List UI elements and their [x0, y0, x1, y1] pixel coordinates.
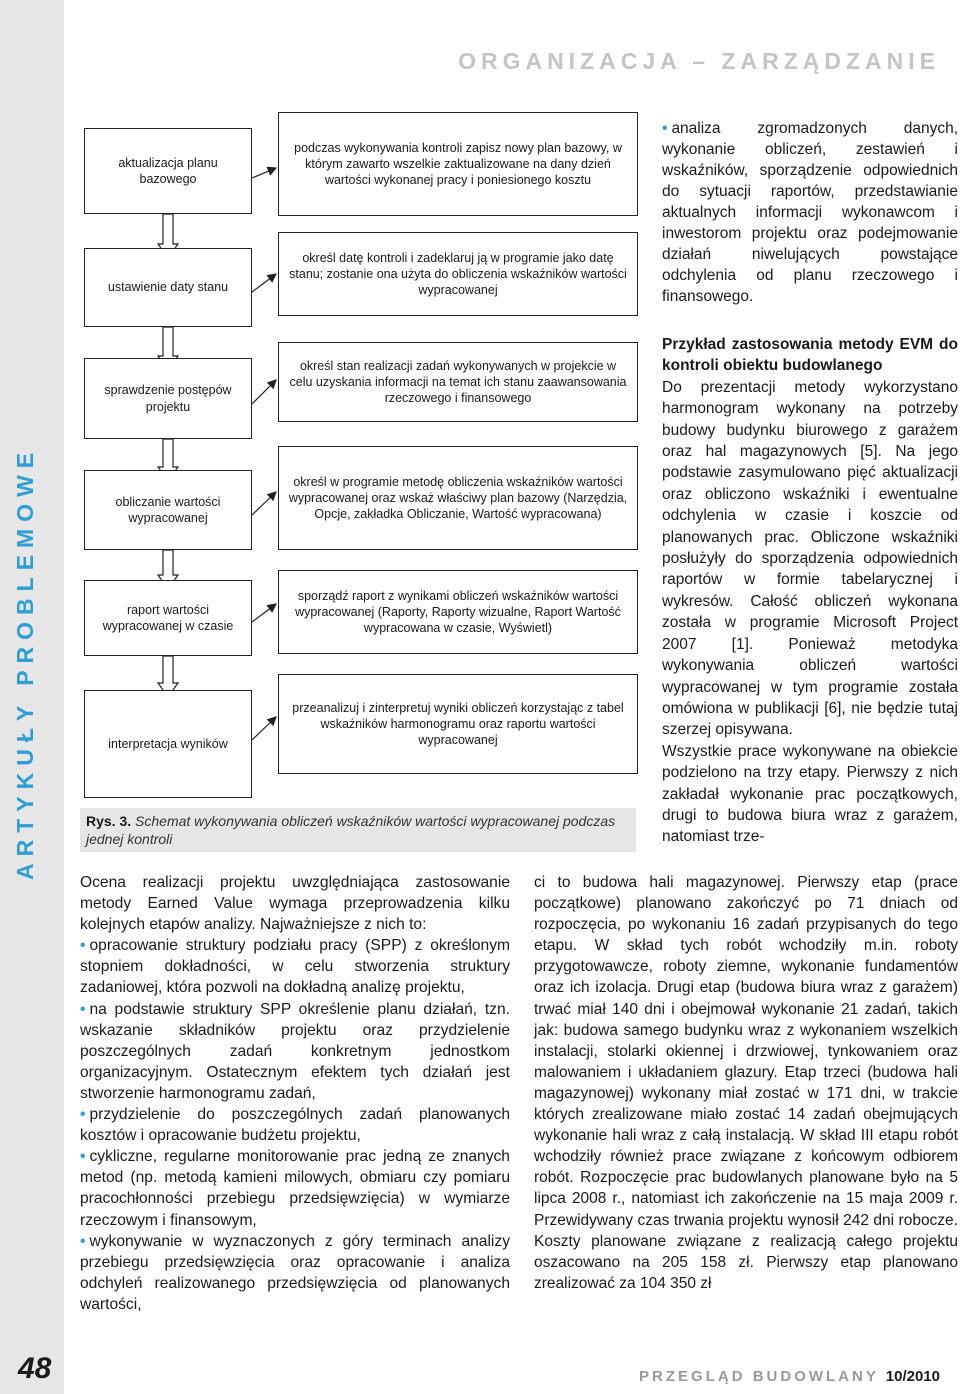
figure-caption: [80, 808, 636, 852]
example-text: Do prezentacji metody wykorzystano harmonogram wykonany na potrzeby budowy budynku biurowego z garażem oraz hal magazynowych [5]. Na jego podstawie zasymulowano pięć aktualizacji oraz obliczono wskaźniki i ewentualne odchylenia w czasie i koszcie od planowanych prac. Obliczone wskaźniki posłużyły do sporządzenia odpowiednich raportów w formie tabelarycznej i wykresów. Całość obliczeń wykonana została w programie Microsoft Project 2007 [1]. Ponieważ metodyka wykonywania obliczeń wartości wypracowanej w tym programie została omówiona w publikacji [6], nie będzie tutaj szerzej opisywana.: [662, 378, 958, 739]
page-number: 48: [18, 1352, 52, 1385]
detail-status-date: określ datę kontroli i zadeklaruj ją w programie jako datę stanu; zostanie ona użyta do obliczenia wskaźników wartości wypracowanej: [278, 232, 638, 316]
left-column-text: [80, 872, 510, 1315]
sidebar-title: ARTYKUŁY PROBLEMOWE: [12, 445, 38, 880]
flow-diagram: [84, 112, 640, 852]
detail-ev-report: sporządź raport z wynikami obliczeń wskaźników wartości wypracowanej (Raporty, Raporty wizualne, Raport Wartość wypracowana w czasie, Wyświetl): [278, 570, 638, 654]
footer: [639, 1368, 940, 1385]
bullet-icon: •: [80, 1232, 86, 1250]
caption-label: Rys. 3.: [86, 813, 132, 829]
analysis-step: [80, 1231, 510, 1315]
bullet-icon: •: [80, 1000, 86, 1018]
analysis-step-text: przydzielenie do poszczególnych zadań planowanych kosztów i opracowanie budżetu projektu,: [80, 1106, 510, 1145]
analysis-step: [80, 1104, 510, 1146]
bullet-icon: •: [80, 1106, 86, 1124]
journal-name: PRZEGLĄD BUDOWLANY: [639, 1368, 879, 1385]
detail-check-progress: określ stan realizacji zadań wykonywanych w projekcie w celu uzyskania informacji na temat ich stanu zaawansowania rzeczowego i finansowego: [278, 342, 638, 422]
step-status-date: ustawienie daty stanu: [84, 248, 252, 327]
analysis-step-text: na podstawie struktury SPP określenie planu działań, tzn. wskazanie składników projektu oraz przydzielenie poszczególnych zadań konkretnym jednostkom organizacyjnym. Ostatecznym efektem tych działań jest stworzenie harmonogramu zadań,: [80, 1000, 510, 1102]
stages-text: Wszystkie prace wykonywane na obiekcie podzielono na trzy etapy. Pierwszy z nich zakładał wykonanie prac początkowych, drugi to budowa biura wraz z garażem, natomiast trze-: [662, 742, 958, 846]
right-arrows: [252, 168, 276, 740]
bullet-icon: •: [80, 1148, 86, 1166]
section-header: ORGANIZACJA – ZARZĄDZANIE: [458, 48, 940, 74]
analysis-step-text: cykliczne, regularne monitorowanie prac jedną ze znanych metod (np. metodą kamieni milowych, obmiaru czy pomiaru pracochłonności przebiegu przedsięwzięcia) w wymiarze rzeczowym i finansowym,: [80, 1148, 510, 1229]
issue-number: 10/2010: [885, 1368, 940, 1385]
bullet-icon: •: [662, 120, 668, 137]
bottom-right-text: ci to budowa hali magazynowej. Pierwszy etap (prace początkowe) planowano zakończyć po 71 dniach od rozpoczęcia, po wykonaniu 16 zadań przypisanych do tego etapu. W skład tych robót wchodziły m.in. roboty przygotowawcze, roboty ziemne, wykonanie fundamentów oraz ich izolacja. Drugi etap (budowa biura wraz z garażem) trwać miał 140 dni i obejmował wykonanie 21 zadań, takich jak: budowa samego budynku wraz z wykonaniem wszelkich instalacji, stolarki okiennej i drzwiowej, tynkowaniem oraz malowaniem i układaniem glazury. Etap trzeci (budowa hali magazynowej) wykonany miał zostać w 171 dni, w trakcie których zrealizowane miało zostać 14 zadań obejmujących wykonanie hali wraz z całą instalacją. W skład III etapu robót wchodziły również prace związane z końcowym odbiorem robót. Rozpoczęcie prac budowlanych planowane było na 5 lipca 2008 r., natomiast ich zakończenie na 15 maja 2009 r. Przewidywany czas trwania projektu wynosił 242 dni robocze. Koszty planowane związane z realizacją całego projektu oszacowano na 205 158 zł. Pierwszy etap planowano zrealizować za 104 350 zł: [534, 874, 958, 1292]
caption-text: Schemat wykonywania obliczeń wskaźników wartości wypracowanej podczas jednej kontroli: [86, 813, 616, 847]
sidebar: [0, 0, 64, 1394]
example-heading: Przykład zastosowania metody EVM do kontroli obiektu budowlanego: [662, 336, 958, 375]
detail-update-baseline: podczas wykonywania kontroli zapisz nowy plan bazowy, w którym zawarto wszelkie zaktualizowane na dany dzień wartości wykonanej pracy i poniesionego kosztu: [278, 112, 638, 216]
top-right-bullet: [662, 118, 958, 307]
right-column-text: [662, 334, 958, 848]
detail-interpret: przeanalizuj i zinterpretuj wyniki obliczeń korzystając z tabel wskaźników harmonogramu oraz raportu wartości wypracowanej: [278, 674, 638, 774]
step-interpret: interpretacja wyników: [84, 690, 252, 798]
step-check-progress: sprawdzenie postępów projektu: [84, 358, 252, 439]
analysis-step: [80, 999, 510, 1104]
analysis-step: [80, 935, 510, 998]
analysis-step: [80, 1146, 510, 1230]
top-right-bullet-text: analiza zgromadzonych danych, wykonanie obliczeń, zestawień i wskaźników, sporządzenie odpowiednich do sytuacji raportów, przedstawianie aktualnych informacji wykonawcom i inwestorom projektu oraz podejmowanie działań niwelujących powstające odchylenia od planu rzeczowego i finansowego.: [662, 120, 958, 305]
step-update-baseline: aktualizacja planu bazowego: [84, 128, 252, 214]
step-compute-ev: obliczanie wartości wypracowanej: [84, 470, 252, 550]
analysis-step-text: wykonywanie w wyznaczonych z góry terminach analizy przebiegu przedsięwzięcia oraz opracowanie i analiza odchyleń realizowanego przedsięwzięcia od planowanych wartości,: [80, 1232, 510, 1313]
analysis-step-text: opracowanie struktury podziału pracy (SPP) z określonym stopniem dokładności, w celu stworzenia struktury zadaniowej, która pozwoli na dokładną analizę projektu,: [80, 937, 510, 997]
bullet-icon: •: [80, 937, 86, 955]
detail-compute-ev: określ w programie metodę obliczenia wskaźników wartości wypracowanej oraz wskaż właściwy plan bazowy (Narzędzia, Opcje, zakładka Obliczanie, Wartość wypracowana): [278, 446, 638, 550]
intro-text: Ocena realizacji projektu uwzględniająca zastosowanie metody Earned Value wymaga przeprowadzenia kilku kolejnych etapów analizy. Najważniejsze z nich to:: [80, 874, 510, 934]
step-ev-report: raport wartości wypracowanej w czasie: [84, 580, 252, 656]
